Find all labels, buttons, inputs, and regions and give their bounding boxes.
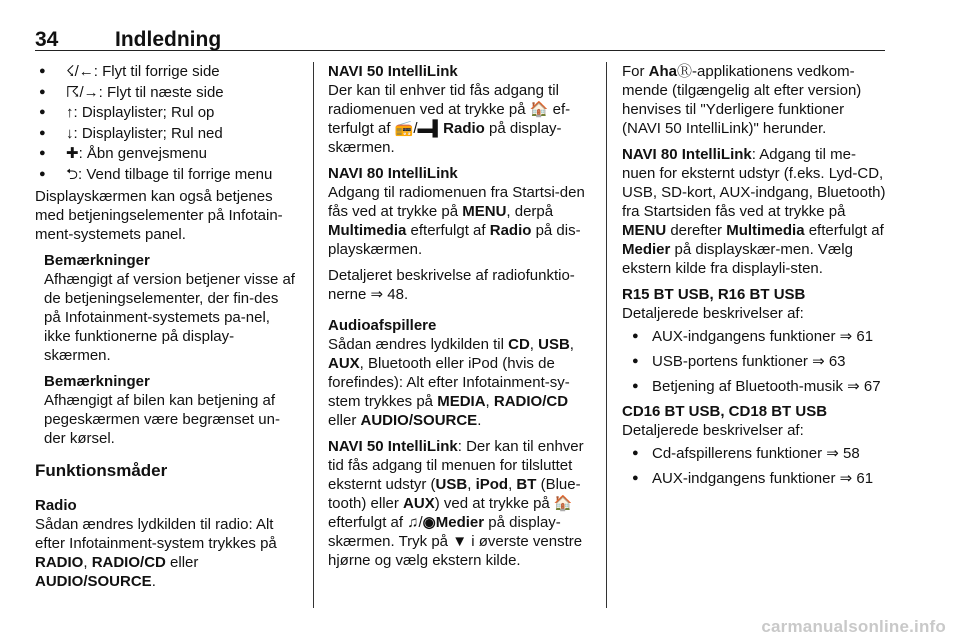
paragraph: Der kan til enhver tid fås adgang til radiomenuen ved at trykke på 🏠 ef-terfulgt af 📻/▬▌Radio på display-skærmen. [328, 82, 571, 156]
reference-list [622, 327, 886, 396]
paragraph: Sådan ændres lydkilden til CD, USB, AUX, Bluetooth eller iPod (hvis de forefindes): Alt efter Infotainment-sy-stem trykkes på MEDIA, RADIO/CD eller AUDIO/SOURCE. [328, 336, 574, 429]
subsection-title: Audioafspillere [328, 317, 437, 334]
list-item: ● Betjening af Bluetooth-musik ⇒ 67 [622, 377, 886, 396]
column-divider [313, 62, 314, 608]
reference-list [622, 444, 886, 488]
list-item: ● ↑: Displaylister; Rul op [35, 103, 299, 124]
page-title: Indledning [115, 28, 222, 51]
subsection-title: CD16 BT USB, CD18 BT USB [622, 403, 828, 420]
list-item: ● Cd-afspillerens funktioner ⇒ 58 [622, 444, 886, 463]
intro-paragraph: Displayskærmen kan også betjenes med betjeningselementer på Infotain-ment-systemets panel. [35, 188, 283, 243]
list-item: ● ↓: Displaylister; Rul ned [35, 124, 299, 145]
paragraph: NAVI 80 IntelliLink: Adgang til me-nuen for eksternt udstyr (f.eks. Lyd-CD, USB, SD-kort, AUX-indgang, Bluetooth) fra Startsiden fås ved at trykke på MENU derefter Multimedia efterfulgt af Medier på displayskær-men. Vælg ekstern kilde fra displayli-sten. [622, 146, 886, 277]
list-item: ● AUX-indgangens funktioner ⇒ 61 [622, 469, 886, 488]
watermark: carmanualsonline.info [761, 617, 946, 636]
paragraph: Detaljerede beskrivelser af: [622, 305, 804, 322]
note-title: Bemærkninger [44, 373, 150, 390]
paragraph: Detaljeret beskrivelse af radiofunktio-nerne ⇒ 48. [328, 267, 575, 303]
list-item: ● ☇/←: Flyt til forrige side [35, 62, 299, 83]
radio-paragraph: Sådan ændres lydkilden til radio: Alt efter Infotainment-system trykkes på RADIO, RADIO/CD eller AUDIO/SOURCE. [35, 516, 277, 590]
list-item: ● USB-portens funktioner ⇒ 63 [622, 352, 886, 371]
list-item: ● AUX-indgangens funktioner ⇒ 61 [622, 327, 886, 346]
note-text: Afhængigt af version betjener visse af de betjeningselementer, der fin-des på Infotainment-systemets pa-nel, ikke funktionerne på display-skærmen. [44, 271, 295, 364]
note-title: Bemærkninger [44, 252, 150, 269]
list-item: ● ⮌: Vend tilbage til forrige menu [35, 165, 299, 186]
column-middle [328, 62, 590, 577]
column-right [622, 62, 886, 494]
subsection-title: NAVI 50 IntelliLink [328, 63, 458, 80]
column-left [35, 62, 299, 598]
subsection-title: R15 BT USB, R16 BT USB [622, 286, 806, 303]
page-number: 34 [35, 28, 59, 51]
subsection-title: Radio [35, 497, 77, 514]
column-divider [606, 62, 607, 608]
note-block [44, 251, 299, 448]
list-item: ● ✚: Åbn genvejsmenu [35, 144, 299, 165]
list-item: ● ☈/→: Flyt til næste side [35, 83, 299, 104]
control-list [35, 62, 299, 185]
paragraph: Adgang til radiomenuen fra Startsi-den fås ved at trykke på MENU, derpå Multimedia efterfulgt af Radio på dis-playskærmen. [328, 184, 585, 258]
note-text: Afhængigt af bilen kan betjening af pegeskærmen være begrænset un-der kørsel. [44, 392, 280, 447]
subsection-title: NAVI 80 IntelliLink [328, 165, 458, 182]
paragraph: Detaljerede beskrivelser af: [622, 422, 804, 439]
section-heading: Funktionsmåder [35, 461, 168, 480]
page-header [35, 26, 885, 51]
paragraph: NAVI 50 IntelliLink: Der kan til enhver tid fås adgang til menuen for tilsluttet eksternt udstyr (USB, iPod, BT (Blue-tooth) eller AUX) ved at trykke på 🏠 efterfulgt af ♫/◉Medier på display-skærmen. Tryk på ▼ i øverste venstre hjørne og vælg ekstern kilde. [328, 438, 584, 569]
paragraph: For AhaⓇ-applikationens vedkom-mende (tilgængelig alt efter version) henvises til "Yderligere funktioner (NAVI 50 IntelliLink)" herunder. [622, 63, 862, 137]
